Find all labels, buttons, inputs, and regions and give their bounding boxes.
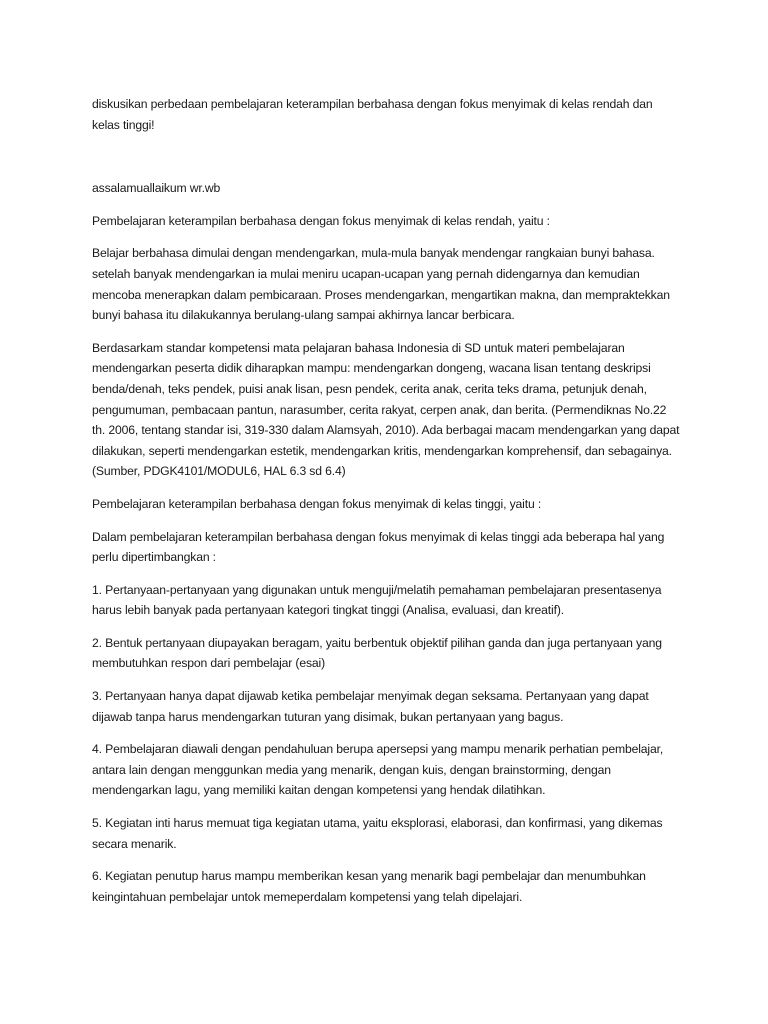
list-item-5: 5. Kegiatan inti harus memuat tiga kegiatan utama, yaitu eksplorasi, elaborasi, dan konfirmasi, yang dikemas secara menarik. <box>92 816 663 851</box>
greeting: assalamuallaikum wr.wb <box>92 181 221 196</box>
list-item-6: 6. Kegiatan penutup harus mampu memberikan kesan yang menarik bagi pembelajar dan menumbuhkan keingintahuan pembelajar untok memeperdalam kompetensi yang telah dipelajari. <box>92 869 646 904</box>
paragraph-low-class-intro: Belajar berbahasa dimulai dengan mendengarkan, mula-mula banyak mendengar rangkaian bunyi bahasa. setelah banyak mendengarkan ia mulai meniru ucapan-ucapan yang pernah didengarnya dan kemudian mencoba menerapkan dalam pembicaraan. Proses mendengarkan, mengartikan makna, dan mempraktekkan bunyi bahasa itu dilakukannya berulang-ulang sampai akhirnya lancar berbicara. <box>92 246 670 323</box>
list-item-4: 4. Pembelajaran diawali dengan pendahuluan berupa apersepsi yang mampu menarik perhatian pembelajar, antara lain dengan menggunkan media yang menarik, dengan kuis, dengan brainstorming, dengan mendengarkan lagu, yang memiliki kaitan dengan kompetensi yang hendak dilatihkan. <box>92 742 664 798</box>
list-item-2: 2. Bentuk pertanyaan diupayakan beragam, yaitu berbentuk objektif pilihan ganda dan juga pertanyaan yang membutuhkan respon dari pembelajar (esai) <box>92 635 662 671</box>
paragraph-competency-standard: Berdasarkam standar kompetensi mata pelajaran bahasa Indonesia di SD untuk materi pembelajaran mendengarkan peserta didik diharapkan mampu: mendengarkan dongeng, wacana lisan tentang deskripsi benda/denah, teks pendek, puisi anak lisan, pesn pendek, cerita anak, cerita teks drama, petunjuk denah, pengumuman, pembacaan pantun, narasumber, cerita rakyat, cerpen anak, dan berita. (Permendiknas No.22 th. 2006, tentang standar isi, 319-330 dalam Alamsyah, 2010). Ada berbagai macam mendengarkan yang dapat dilakukan, seperti mendengarkan estetik, mendengarkan kritis, mendengarkan komprehensif, dan sebagainya. (Sumber, PDGK4101/MODUL6, HAL 6.3 sd 6.4) <box>92 340 680 479</box>
section-heading-high-class: Pembelajaran keterampilan berbahasa dengan fokus menyimak di kelas tinggi, yaitu : <box>92 496 542 511</box>
document-page <box>92 94 682 919</box>
section-heading-low-class: Pembelajaran keterampilan berbahasa dengan fokus menyimak di kelas rendah, yaitu : <box>92 213 550 228</box>
question-prompt: diskusikan perbedaan pembelajaran keterampilan berbahasa dengan fokus menyimak di kelas rendah dan kelas tinggi! <box>92 97 653 132</box>
list-item-1: 1. Pertanyaan-pertanyaan yang digunakan untuk menguji/melatih pemahaman pembelajaran presentasenya harus lebih banyak pada pertanyaan kategori tingkat tinggi (Analisa, evaluasi, dan kreatif). <box>92 582 662 618</box>
list-item-3: 3. Pertanyaan hanya dapat dijawab ketika pembelajar menyimak degan seksama. Pertanyaan yang dapat dijawab tanpa harus mendengarkan tuturan yang disimak, bukan pertanyaan yang bagus. <box>92 689 649 724</box>
paragraph-high-class-intro: Dalam pembelajaran keterampilan berbahasa dengan fokus menyimak di kelas tinggi ada beberapa hal yang perlu dipertimbangkan : <box>92 529 665 565</box>
